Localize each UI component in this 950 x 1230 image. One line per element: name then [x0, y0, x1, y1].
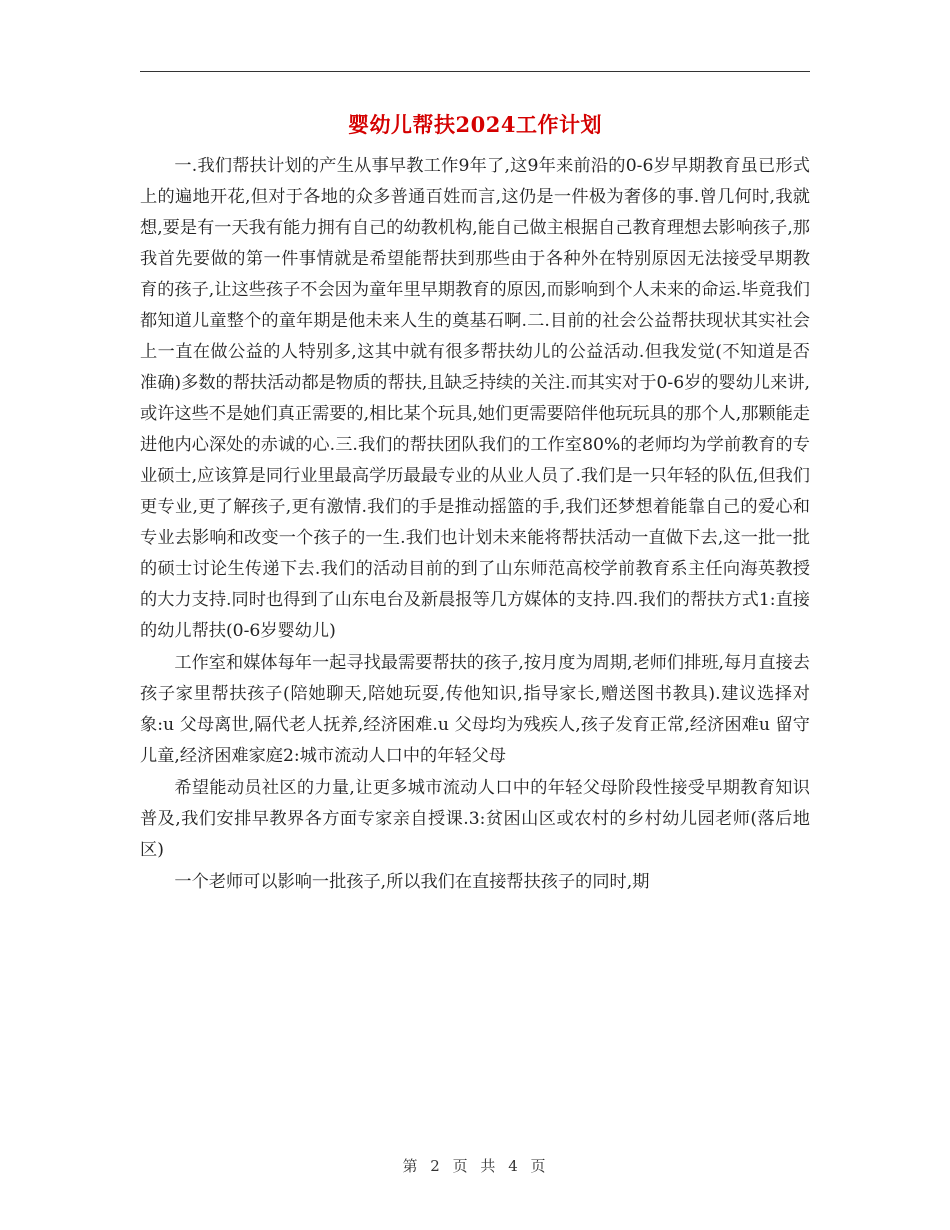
- paragraph-2: 工作室和媒体每年一起寻找最需要帮扶的孩子,按月度为周期,老师们排班,每月直接去孩子家里帮扶孩子(陪她聊天,陪她玩耍,传他知识,指导家长,赠送图书教具).建议选择对象:u 父母离世,隔代老人抚养,经济困难.u 父母均为残疾人,孩子发育正常,经济困难u 留守儿童,经济困难家庭2:城市流动人口中的年轻父母: [140, 653, 810, 766]
- paragraph-3: 希望能动员社区的力量,让更多城市流动人口中的年轻父母阶段性接受早期教育知识普及,我们安排早教界各方面专家亲自授课.3:贫困山区或农村的乡村幼儿园老师(落后地区): [140, 778, 810, 860]
- footer-page-prefix: 第: [402, 1157, 420, 1175]
- document-title: 婴幼儿帮扶2024工作计划: [348, 112, 602, 137]
- page-footer: [0, 1155, 950, 1176]
- footer-page-mid: 页: [452, 1157, 470, 1175]
- footer-page-suffix: 页: [530, 1157, 548, 1175]
- footer-page-total: 4: [508, 1157, 520, 1175]
- document-body: [140, 151, 810, 898]
- header-rule: [140, 71, 810, 72]
- footer-page-current: 2: [430, 1157, 442, 1175]
- paragraph-1: 一.我们帮扶计划的产生从事早教工作9年了,这9年来前沿的0-6岁早期教育虽已形式上的遍地开花,但对于各地的众多普通百姓而言,这仍是一件极为奢侈的事.曾几何时,我就想,要是有一天我有能力拥有自己的幼教机构,能自己做主根据自己教育理想去影响孩子,那我首先要做的第一件事情就是希望能帮扶到那些由于各种外在特别原因无法接受早期教育的孩子,让这些孩子不会因为童年里早期教育的原因,而影响到个人未来的命运.毕竟我们都知道儿童整个的童年期是他未来人生的奠基石啊.二.目前的社会公益帮扶现状其实社会上一直在做公益的人特别多,这其中就有很多帮扶幼儿的公益活动.但我发觉(不知道是否准确)多数的帮扶活动都是物质的帮扶,且缺乏持续的关注.而其实对于0-6岁的婴幼儿来讲,或许这些不是她们真正需要的,相比某个玩具,她们更需要陪伴他玩玩具的那个人,那颗能走进他内心深处的赤诚的心.三.我们的帮扶团队我们的工作室80%的老师均为学前教育的专业硕士,应该算是同行业里最高学历最最专业的从业人员了.我们是一只年轻的队伍,但我们更专业,更了解孩子,更有激情.我们的手是推动摇篮的手,我们还梦想着能靠自己的爱心和专业去影响和改变一个孩子的一生.我们也计划未来能将帮扶活动一直做下去,这一批一批的硕士讨论生传递下去.我们的活动目前的到了山东师范高校学前教育系主任向海英教授的大力支持.同时也得到了山东电台及新晨报等几方媒体的支持.四.我们的帮扶方式1:直接的幼儿帮扶(0-6岁婴幼儿): [140, 156, 810, 641]
- footer-page-total-prefix: 共: [480, 1157, 498, 1175]
- paragraph-4: 一个老师可以影响一批孩子,所以我们在直接帮扶孩子的同时,期: [174, 872, 650, 892]
